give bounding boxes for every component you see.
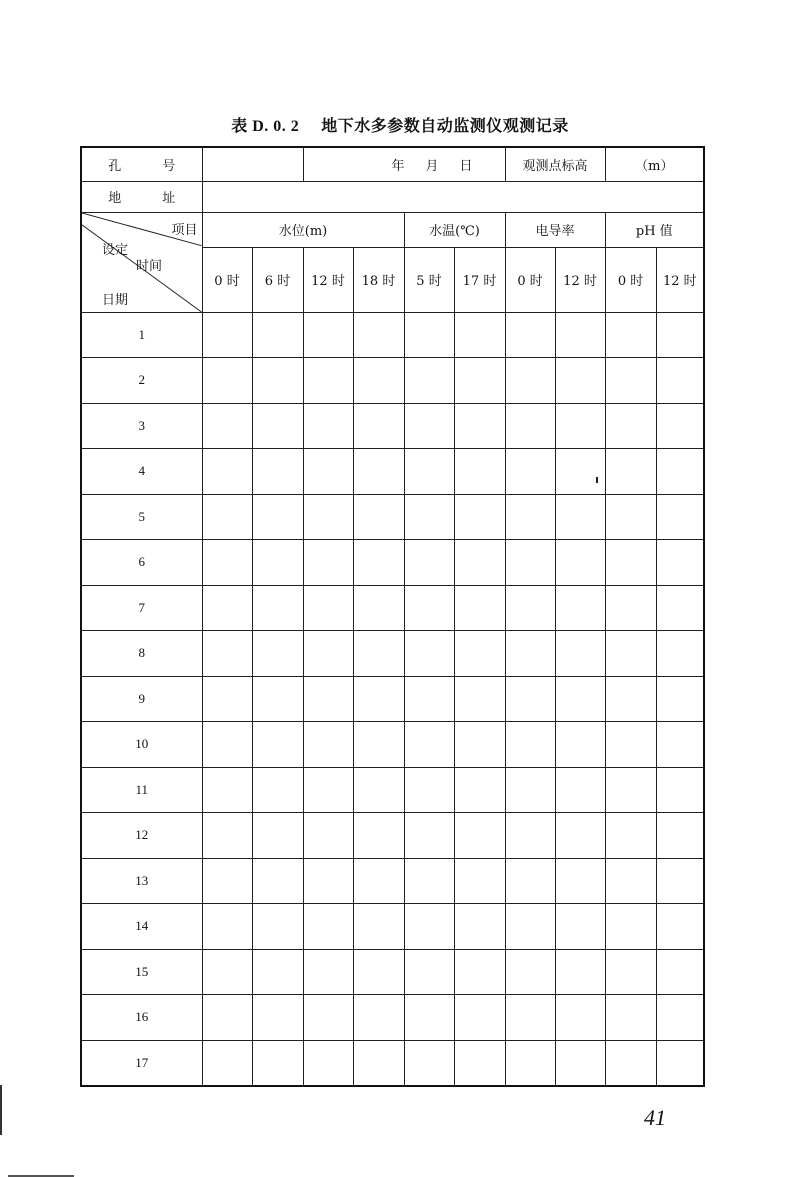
table-row xyxy=(81,631,704,677)
data-cell[interactable] xyxy=(303,904,353,950)
group-ph: pH 值 xyxy=(605,212,704,247)
data-cell[interactable] xyxy=(303,403,353,449)
data-cell[interactable] xyxy=(202,767,252,813)
data-cell[interactable] xyxy=(303,540,353,586)
data-cell[interactable] xyxy=(252,995,303,1041)
data-cell[interactable] xyxy=(252,813,303,859)
data-cell[interactable] xyxy=(656,767,704,813)
data-cell[interactable] xyxy=(353,631,404,677)
data-cell[interactable] xyxy=(404,358,454,404)
data-cell[interactable] xyxy=(252,858,303,904)
time-header: 0 时 xyxy=(202,247,252,312)
data-cell[interactable] xyxy=(454,904,505,950)
data-cell[interactable] xyxy=(303,494,353,540)
address-field[interactable] xyxy=(202,181,704,212)
row-day-label: 17 xyxy=(81,1040,202,1086)
data-cell[interactable] xyxy=(505,767,555,813)
data-cell[interactable] xyxy=(252,949,303,995)
data-cell[interactable] xyxy=(404,767,454,813)
data-cell[interactable] xyxy=(505,858,555,904)
address-row xyxy=(81,181,704,212)
data-cell[interactable] xyxy=(353,676,404,722)
data-cell[interactable] xyxy=(303,949,353,995)
data-cell[interactable] xyxy=(303,767,353,813)
data-cell[interactable] xyxy=(404,995,454,1041)
data-cell[interactable] xyxy=(555,995,605,1041)
data-cell[interactable] xyxy=(404,676,454,722)
data-cell[interactable] xyxy=(505,813,555,859)
data-cell[interactable] xyxy=(605,312,656,358)
data-cell[interactable] xyxy=(605,358,656,404)
data-cell[interactable] xyxy=(555,767,605,813)
row-day-label: 12 xyxy=(81,813,202,859)
data-cell[interactable] xyxy=(454,631,505,677)
row-day-label: 6 xyxy=(81,540,202,586)
diag-item-label: 项目 xyxy=(171,222,198,238)
scan-edge-mark xyxy=(0,1085,2,1135)
diag-set-label: 设定 xyxy=(102,242,129,258)
data-cell[interactable] xyxy=(454,767,505,813)
group-conductivity: 电导率 xyxy=(505,212,605,247)
data-cell[interactable] xyxy=(555,585,605,631)
data-rows xyxy=(81,312,704,1086)
data-cell[interactable] xyxy=(656,904,704,950)
table-row xyxy=(81,995,704,1041)
data-cell[interactable] xyxy=(505,631,555,677)
data-cell[interactable] xyxy=(202,904,252,950)
elevation-unit: （m） xyxy=(635,158,674,174)
time-header: 17 时 xyxy=(454,247,505,312)
data-cell[interactable] xyxy=(454,585,505,631)
data-cell[interactable] xyxy=(656,585,704,631)
row-day-label: 13 xyxy=(81,858,202,904)
data-cell[interactable] xyxy=(605,494,656,540)
group-header-row xyxy=(81,212,704,247)
data-cell[interactable] xyxy=(353,358,404,404)
data-cell[interactable] xyxy=(202,813,252,859)
table-row xyxy=(81,585,704,631)
data-cell[interactable] xyxy=(303,312,353,358)
data-cell[interactable] xyxy=(605,585,656,631)
row-day-label: 11 xyxy=(81,767,202,813)
data-cell[interactable] xyxy=(404,949,454,995)
data-cell[interactable] xyxy=(605,403,656,449)
data-cell[interactable] xyxy=(454,949,505,995)
data-cell[interactable] xyxy=(303,722,353,768)
data-cell[interactable] xyxy=(202,585,252,631)
data-cell[interactable] xyxy=(252,449,303,495)
data-cell[interactable] xyxy=(202,403,252,449)
data-cell[interactable] xyxy=(555,1040,605,1086)
hole-no-label: 孔 号 xyxy=(81,147,202,181)
data-cell[interactable] xyxy=(656,949,704,995)
data-cell[interactable] xyxy=(555,904,605,950)
data-cell[interactable] xyxy=(353,949,404,995)
data-cell[interactable] xyxy=(202,858,252,904)
data-cell[interactable] xyxy=(303,813,353,859)
data-cell[interactable] xyxy=(454,1040,505,1086)
table-row xyxy=(81,1040,704,1086)
data-cell[interactable] xyxy=(656,813,704,859)
table-code: 表 D. 0. 2 xyxy=(231,118,300,135)
data-cell[interactable] xyxy=(404,722,454,768)
data-cell[interactable] xyxy=(555,358,605,404)
data-cell[interactable] xyxy=(505,676,555,722)
date-label: 年 月 日 xyxy=(391,158,477,174)
data-cell[interactable] xyxy=(656,312,704,358)
row-day-label: 8 xyxy=(81,631,202,677)
data-cell[interactable] xyxy=(404,403,454,449)
row-day-label: 4 xyxy=(81,449,202,495)
data-cell[interactable] xyxy=(404,813,454,859)
data-cell[interactable] xyxy=(202,312,252,358)
time-header: 0 时 xyxy=(605,247,656,312)
data-cell[interactable] xyxy=(303,676,353,722)
scan-speck xyxy=(596,477,598,483)
data-cell[interactable] xyxy=(252,540,303,586)
data-cell[interactable] xyxy=(454,676,505,722)
hole-no-field[interactable] xyxy=(202,147,303,181)
data-cell[interactable] xyxy=(505,585,555,631)
data-cell[interactable] xyxy=(353,904,404,950)
data-cell[interactable] xyxy=(353,722,404,768)
table-row xyxy=(81,949,704,995)
data-cell[interactable] xyxy=(505,358,555,404)
data-cell[interactable] xyxy=(303,358,353,404)
data-cell[interactable] xyxy=(656,858,704,904)
data-cell[interactable] xyxy=(404,1040,454,1086)
data-cell[interactable] xyxy=(505,1040,555,1086)
row-day-label: 14 xyxy=(81,904,202,950)
row-day-label: 1 xyxy=(81,312,202,358)
data-cell[interactable] xyxy=(555,676,605,722)
table-row xyxy=(81,722,704,768)
data-cell[interactable] xyxy=(555,540,605,586)
data-cell[interactable] xyxy=(656,631,704,677)
data-cell[interactable] xyxy=(605,722,656,768)
data-cell[interactable] xyxy=(505,995,555,1041)
data-cell[interactable] xyxy=(605,540,656,586)
time-header: 12 时 xyxy=(555,247,605,312)
row-day-label: 16 xyxy=(81,995,202,1041)
data-cell[interactable] xyxy=(202,540,252,586)
table-row xyxy=(81,403,704,449)
data-cell[interactable] xyxy=(505,904,555,950)
data-cell[interactable] xyxy=(605,813,656,859)
data-cell[interactable] xyxy=(656,403,704,449)
data-cell[interactable] xyxy=(454,813,505,859)
data-cell[interactable] xyxy=(555,494,605,540)
table-row xyxy=(81,904,704,950)
elevation-field[interactable] xyxy=(605,147,704,181)
data-cell[interactable] xyxy=(353,995,404,1041)
time-header: 12 时 xyxy=(656,247,704,312)
data-cell[interactable] xyxy=(605,631,656,677)
date-field[interactable] xyxy=(303,147,505,181)
row-day-label: 9 xyxy=(81,676,202,722)
data-cell[interactable] xyxy=(252,676,303,722)
data-cell[interactable] xyxy=(454,995,505,1041)
data-cell[interactable] xyxy=(404,494,454,540)
data-cell[interactable] xyxy=(202,631,252,677)
data-cell[interactable] xyxy=(505,403,555,449)
data-cell[interactable] xyxy=(404,449,454,495)
data-cell[interactable] xyxy=(202,494,252,540)
data-cell[interactable] xyxy=(605,676,656,722)
data-cell[interactable] xyxy=(555,722,605,768)
data-cell[interactable] xyxy=(555,403,605,449)
data-cell[interactable] xyxy=(252,312,303,358)
data-cell[interactable] xyxy=(353,813,404,859)
data-cell[interactable] xyxy=(505,540,555,586)
data-cell[interactable] xyxy=(605,858,656,904)
table-row xyxy=(81,358,704,404)
group-water-level: 水位(m) xyxy=(202,212,404,247)
data-cell[interactable] xyxy=(353,312,404,358)
data-cell[interactable] xyxy=(404,904,454,950)
data-cell[interactable] xyxy=(252,904,303,950)
data-cell[interactable] xyxy=(505,312,555,358)
data-cell[interactable] xyxy=(555,949,605,995)
address-label: 地 址 xyxy=(81,181,202,212)
time-header: 12 时 xyxy=(303,247,353,312)
data-cell[interactable] xyxy=(605,767,656,813)
data-cell[interactable] xyxy=(555,631,605,677)
observation-record-table xyxy=(80,146,705,1087)
row-day-label: 15 xyxy=(81,949,202,995)
data-cell[interactable] xyxy=(303,449,353,495)
data-cell[interactable] xyxy=(454,858,505,904)
time-header: 0 时 xyxy=(505,247,555,312)
data-cell[interactable] xyxy=(605,949,656,995)
time-header: 6 时 xyxy=(252,247,303,312)
data-cell[interactable] xyxy=(202,949,252,995)
data-cell[interactable] xyxy=(656,540,704,586)
time-header: 5 时 xyxy=(404,247,454,312)
data-cell[interactable] xyxy=(353,1040,404,1086)
data-cell[interactable] xyxy=(454,358,505,404)
data-cell[interactable] xyxy=(202,449,252,495)
data-cell[interactable] xyxy=(454,403,505,449)
data-cell[interactable] xyxy=(505,722,555,768)
table-title xyxy=(0,113,800,136)
data-cell[interactable] xyxy=(252,494,303,540)
row-day-label: 10 xyxy=(81,722,202,768)
table-row xyxy=(81,813,704,859)
data-cell[interactable] xyxy=(202,1040,252,1086)
data-cell[interactable] xyxy=(656,494,704,540)
group-water-temp: 水温(℃) xyxy=(404,212,505,247)
data-cell[interactable] xyxy=(656,676,704,722)
data-cell[interactable] xyxy=(555,813,605,859)
data-cell[interactable] xyxy=(505,449,555,495)
data-cell[interactable] xyxy=(656,722,704,768)
data-cell[interactable] xyxy=(252,358,303,404)
data-cell[interactable] xyxy=(505,949,555,995)
data-cell[interactable] xyxy=(454,449,505,495)
diagonal-header-cell xyxy=(81,212,202,312)
data-cell[interactable] xyxy=(303,858,353,904)
data-cell[interactable] xyxy=(353,585,404,631)
data-cell[interactable] xyxy=(605,904,656,950)
data-cell[interactable] xyxy=(202,995,252,1041)
data-cell[interactable] xyxy=(454,722,505,768)
data-cell[interactable] xyxy=(555,312,605,358)
data-cell[interactable] xyxy=(353,494,404,540)
data-cell[interactable] xyxy=(404,540,454,586)
data-cell[interactable] xyxy=(505,494,555,540)
diag-time-label: 时间 xyxy=(136,258,163,274)
data-cell[interactable] xyxy=(656,449,704,495)
data-cell[interactable] xyxy=(303,631,353,677)
data-cell[interactable] xyxy=(252,767,303,813)
data-cell[interactable] xyxy=(303,1040,353,1086)
table-title-text: 地下水多参数自动监测仪观测记录 xyxy=(321,116,569,135)
data-cell[interactable] xyxy=(353,403,404,449)
data-cell[interactable] xyxy=(404,312,454,358)
table-row xyxy=(81,858,704,904)
data-cell[interactable] xyxy=(303,585,353,631)
table-row xyxy=(81,494,704,540)
data-cell[interactable] xyxy=(252,722,303,768)
time-header: 18 时 xyxy=(353,247,404,312)
data-cell[interactable] xyxy=(605,449,656,495)
table-row xyxy=(81,540,704,586)
data-cell[interactable] xyxy=(656,1040,704,1086)
data-cell[interactable] xyxy=(454,494,505,540)
data-cell[interactable] xyxy=(252,403,303,449)
data-cell[interactable] xyxy=(202,722,252,768)
row-day-label: 5 xyxy=(81,494,202,540)
data-cell[interactable] xyxy=(252,631,303,677)
row-day-label: 3 xyxy=(81,403,202,449)
data-cell[interactable] xyxy=(202,676,252,722)
elevation-label: 观测点标高 xyxy=(505,147,605,181)
data-cell[interactable] xyxy=(555,449,605,495)
table-row xyxy=(81,312,704,358)
data-cell[interactable] xyxy=(404,631,454,677)
data-cell[interactable] xyxy=(353,858,404,904)
data-cell[interactable] xyxy=(605,1040,656,1086)
table-row xyxy=(81,676,704,722)
data-cell[interactable] xyxy=(404,858,454,904)
data-cell[interactable] xyxy=(252,585,303,631)
data-cell[interactable] xyxy=(454,312,505,358)
data-cell[interactable] xyxy=(353,449,404,495)
data-cell[interactable] xyxy=(605,995,656,1041)
data-cell[interactable] xyxy=(303,995,353,1041)
data-cell[interactable] xyxy=(252,1040,303,1086)
page-number: 41 xyxy=(644,1105,666,1130)
data-cell[interactable] xyxy=(656,995,704,1041)
data-cell[interactable] xyxy=(202,358,252,404)
data-cell[interactable] xyxy=(404,585,454,631)
data-cell[interactable] xyxy=(454,540,505,586)
row-day-label: 7 xyxy=(81,585,202,631)
data-cell[interactable] xyxy=(555,858,605,904)
hole-no-row xyxy=(81,147,704,181)
table-row xyxy=(81,449,704,495)
data-cell[interactable] xyxy=(656,358,704,404)
table-row xyxy=(81,767,704,813)
data-cell[interactable] xyxy=(353,540,404,586)
diag-date-label: 日期 xyxy=(102,292,129,308)
data-cell[interactable] xyxy=(353,767,404,813)
row-day-label: 2 xyxy=(81,358,202,404)
